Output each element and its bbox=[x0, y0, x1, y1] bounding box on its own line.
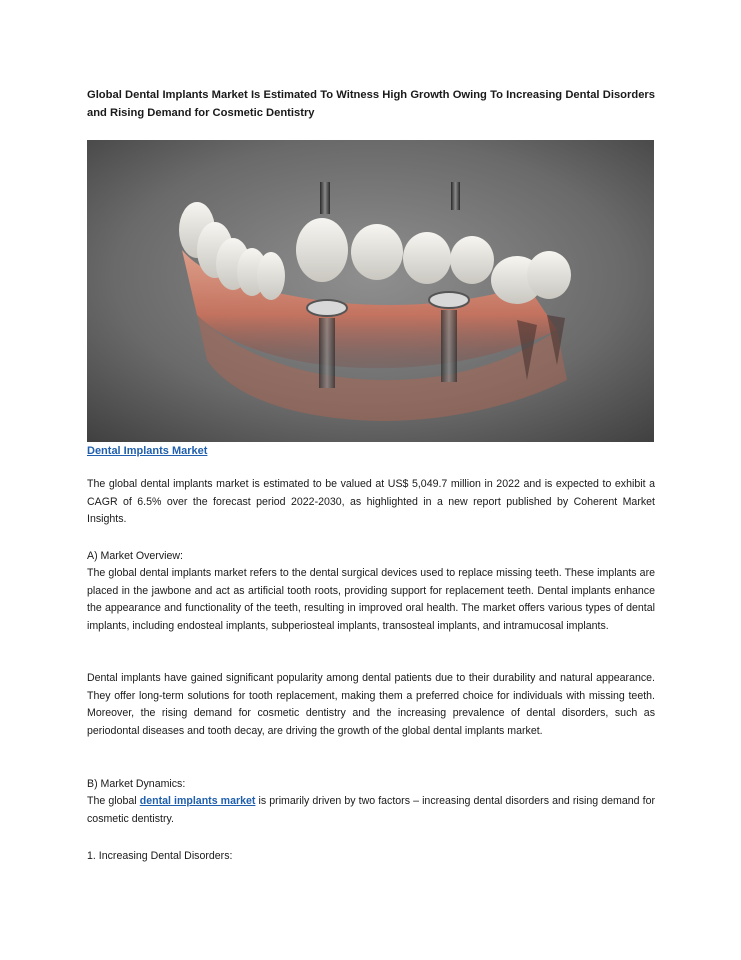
section-b-heading: B) Market Dynamics: bbox=[87, 778, 186, 790]
dental-implants-market-link[interactable]: Dental Implants Market bbox=[87, 445, 208, 457]
section-a-paragraph-2: Dental implants have gained significant popularity among dental patients due to their durability and natural appearance. They offer long-term solutions for tooth replacement, making them a preferred choice for individuals with missing teeth. Moreover, the rising demand for cosmetic dentistry and the increasing prevalence of dental disorders, such as periodontal diseases and tooth decay, are driving the growth of the global dental implants market. bbox=[87, 672, 655, 737]
section-b-paragraph-1 bbox=[87, 793, 655, 828]
section-a-heading: A) Market Overview: bbox=[87, 550, 183, 562]
intro-paragraph: The global dental implants market is estimated to be valued at US$ 5,049.7 million in 2022 and is expected to exhibit a CAGR of 6.5% over the forecast period 2022-2030, as highlighted in a new report published by Coherent Market Insights. bbox=[87, 478, 655, 526]
section-b-text-after: is primarily driven by two factors – increasing dental disorders and rising demand for cosmetic dentistry. bbox=[87, 795, 656, 825]
section-b-text-before: The global bbox=[87, 795, 140, 807]
subsection-1-heading: 1. Increasing Dental Disorders: bbox=[87, 850, 233, 862]
dental-implants-illustration bbox=[87, 140, 654, 442]
dental-implants-market-inline-link[interactable]: dental implants market bbox=[139, 795, 256, 807]
article-image bbox=[87, 140, 654, 442]
caption bbox=[87, 442, 207, 460]
section-a-paragraph-1: The global dental implants market refers to the dental surgical devices used to replace missing teeth. These implants are placed in the jawbone and act as artificial tooth roots, providing support for replacement teeth. Dental implants enhance the appearance and functionality of the teeth, resulting in improved oral health. The market offers various types of dental implants, including endosteal implants, subperiosteal implants, transosteal implants, and intramucosal implants. bbox=[87, 567, 655, 632]
article-title: Global Dental Implants Market Is Estimated To Witness High Growth Owing To Increasing Dental Disorders and Rising Demand for Cosmetic Dentistry bbox=[87, 89, 655, 119]
